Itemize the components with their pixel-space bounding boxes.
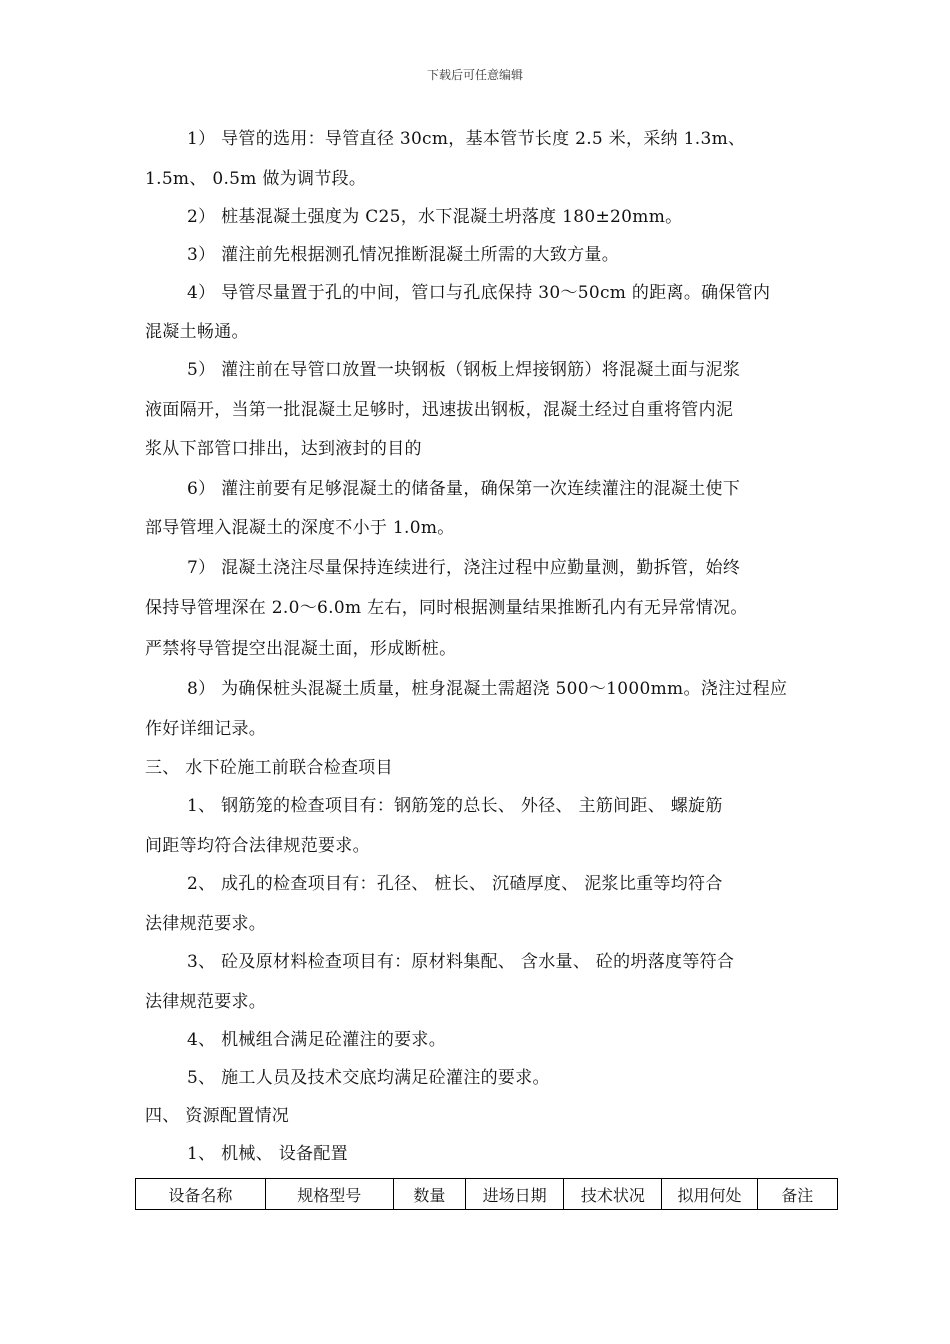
text-line: 间距等均符合法律规范要求。	[145, 836, 370, 856]
section-heading: 四、 资源配置情况	[145, 1106, 290, 1126]
text-line: 3、 砼及原材料检查项目有：原材料集配、 含水量、 砼的坍落度等符合	[187, 952, 735, 972]
table-header-cell: 拟用何处	[662, 1179, 757, 1210]
text-line: 混凝土畅通。	[145, 322, 249, 342]
table-header-cell: 设备名称	[136, 1179, 266, 1210]
text-line: 6） 灌注前要有足够混凝土的储备量，确保第一次连续灌注的混凝土使下	[187, 479, 741, 499]
text-line: 1） 导管的选用：导管直径 30cm，基本管节长度 2.5 米，采纳 1.3m、	[187, 129, 746, 149]
section-heading: 三、 水下砼施工前联合检查项目	[145, 758, 393, 778]
text-line: 2） 桩基混凝土强度为 C25，水下混凝土坍落度 180±20mm。	[187, 207, 683, 227]
text-line: 4、 机械组合满足砼灌注的要求。	[187, 1030, 447, 1050]
text-line: 1.5m、 0.5m 做为调节段。	[145, 169, 367, 189]
text-line: 严禁将导管提空出混凝土面，形成断桩。	[145, 639, 457, 659]
text-line: 法律规范要求。	[145, 992, 267, 1012]
page-header: 下载后可任意编辑	[426, 68, 523, 82]
text-line: 法律规范要求。	[145, 914, 267, 934]
text-line: 7） 混凝土浇注尽量保持连续进行，浇注过程中应勤量测，勤拆管，始终	[187, 558, 741, 578]
table-header-cell: 规格型号	[265, 1179, 393, 1210]
text-line: 部导管埋入混凝土的深度不小于 1.0m。	[145, 518, 455, 538]
text-line: 保持导管埋深在 2.0～6.0m 左右，同时根据测量结果推断孔内有无异常情况。	[145, 598, 748, 618]
text-line: 5、 施工人员及技术交底均满足砼灌注的要求。	[187, 1068, 550, 1088]
text-line: 液面隔开，当第一批混凝土足够时，迅速拔出钢板，混凝土经过自重将管内泥	[145, 400, 734, 420]
text-line: 作好详细记录。	[145, 719, 267, 739]
text-line: 5） 灌注前在导管口放置一块钢板（钢板上焊接钢筋）将混凝土面与泥浆	[187, 360, 741, 380]
text-line: 2、 成孔的检查项目有：孔径、 桩长、 沉碴厚度、 泥浆比重等均符合	[187, 874, 723, 894]
text-line: 3） 灌注前先根据测孔情况推断混凝土所需的大致方量。	[187, 245, 620, 265]
equipment-table	[135, 1178, 838, 1210]
table-header-cell: 数量	[393, 1179, 465, 1210]
table-header-cell: 技术状况	[564, 1179, 662, 1210]
table-header-cell: 备注	[757, 1179, 837, 1210]
text-line: 浆从下部管口排出，达到液封的目的	[145, 439, 422, 459]
text-line: 8） 为确保桩头混凝土质量，桩身混凝土需超浇 500～1000mm。浇注过程应	[187, 679, 788, 699]
text-line: 1、 钢筋笼的检查项目有：钢筋笼的总长、 外径、 主筋间距、 螺旋筋	[187, 796, 723, 816]
table-header-cell: 进场日期	[466, 1179, 564, 1210]
text-line: 4） 导管尽量置于孔的中间，管口与孔底保持 30～50cm 的距离。确保管内	[187, 283, 771, 303]
table-header-row	[136, 1179, 838, 1210]
text-line: 1、 机械、 设备配置	[187, 1144, 348, 1164]
